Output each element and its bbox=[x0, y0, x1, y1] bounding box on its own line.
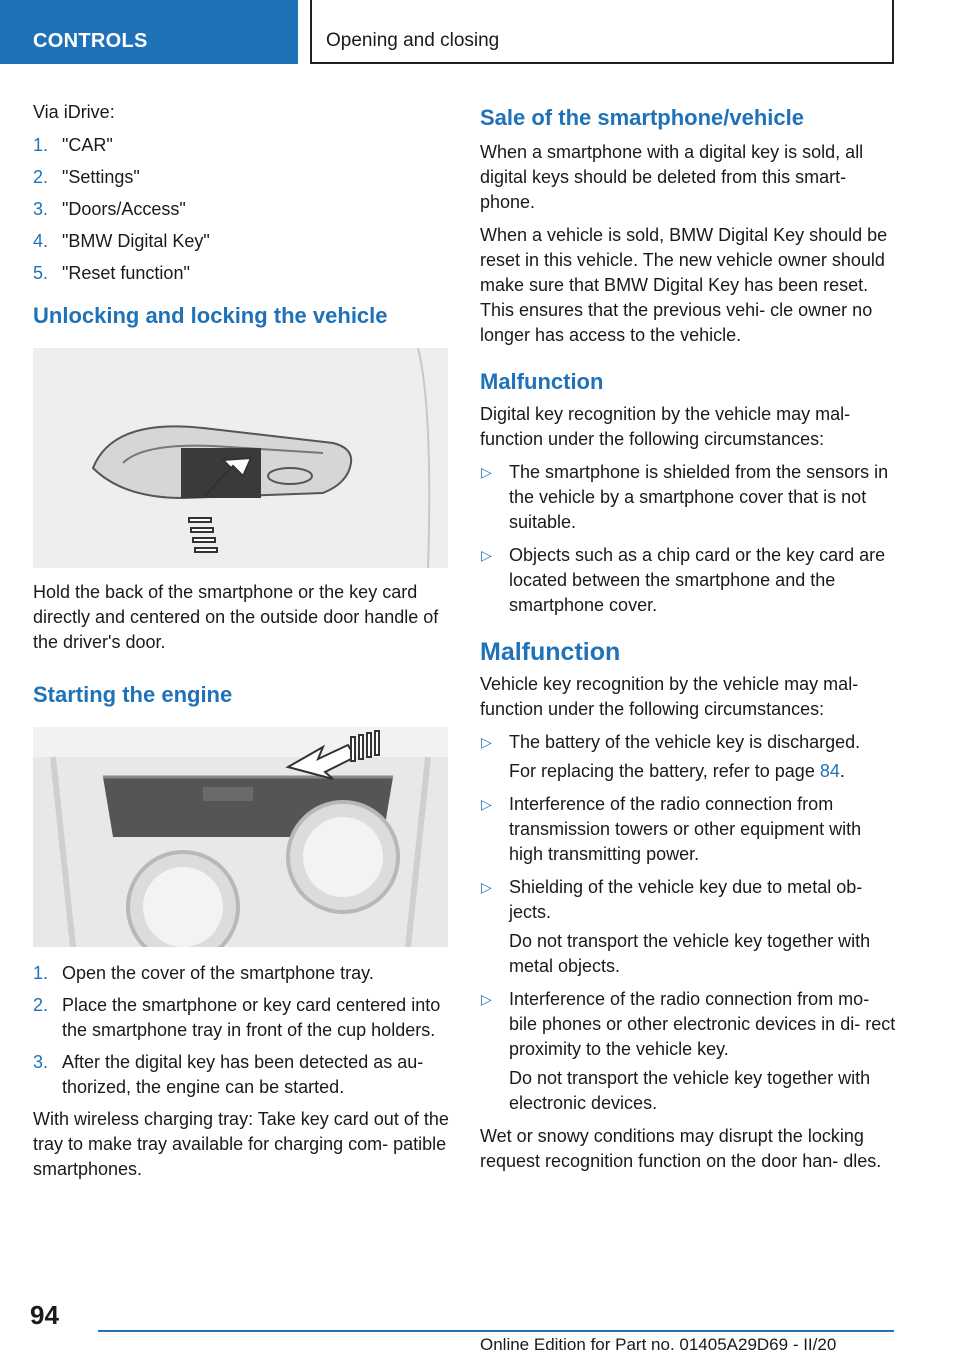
triangle-bullet-icon: ▷ bbox=[481, 879, 492, 895]
heading-sale: Sale of the smartphone/vehicle bbox=[480, 105, 804, 130]
triangle-bullet-icon: ▷ bbox=[481, 796, 492, 812]
triangle-bullet-icon: ▷ bbox=[481, 734, 492, 750]
list-item: 1. Open the cover of the smartphone tray. bbox=[33, 963, 374, 983]
page-number: 94 bbox=[30, 1300, 59, 1330]
list-item: 3. "Doors/Access" bbox=[33, 199, 186, 219]
sale-paragraph-2: When a vehicle is sold, BMW Digital Key should be reset in this vehicle. The new vehicle owner should make sure that BMW Digital Key has been reset. This ensures that the previous vehi- cle owner no longer has access to the vehicle. bbox=[480, 225, 888, 345]
heading-malfunction-vehicle: Malfunction bbox=[480, 638, 621, 666]
malfunction-digital-list bbox=[480, 460, 898, 618]
triangle-bullet-icon: ▷ bbox=[481, 464, 492, 480]
section-label: CONTROLS bbox=[33, 30, 148, 52]
list-item: ▷ Objects such as a chip card or the key card are located between the smartphone and the smartphone cover. bbox=[481, 545, 886, 615]
left-column bbox=[33, 100, 449, 1190]
sale-paragraph-1: When a smartphone with a digital key is sold, all digital keys should be deleted from this smart- phone. bbox=[480, 142, 864, 212]
unlock-instruction: Hold the back of the smartphone or the key card directly and centered on the outside door handle of the driver's door. bbox=[33, 582, 439, 652]
charging-note: With wireless charging tray: Take key card out of the tray to make tray available for charging com- patible smartphones. bbox=[33, 1109, 449, 1179]
malfunction-vehicle-outro: Wet or snowy conditions may disrupt the locking request recognition function on the door han- dles. bbox=[480, 1126, 882, 1171]
list-item: ▷ The smartphone is shielded from the sensors in the vehicle by a smartphone cover that is not suitable. bbox=[481, 462, 889, 532]
idrive-steps bbox=[33, 133, 449, 286]
list-item: 2. Place the smartphone or key card centered into the smartphone tray in front of the cup holders. bbox=[33, 995, 441, 1040]
malfunction-vehicle-intro: Vehicle key recognition by the vehicle may mal- function under the following circumstances: bbox=[480, 674, 859, 719]
chapter-title: Opening and closing bbox=[326, 30, 500, 51]
malfunction-vehicle-list bbox=[480, 730, 898, 1116]
smartphone-tray-illustration bbox=[33, 727, 448, 947]
triangle-bullet-icon: ▷ bbox=[481, 547, 492, 563]
triangle-bullet-icon: ▷ bbox=[481, 991, 492, 1007]
heading-malfunction-digital: Malfunction bbox=[480, 369, 604, 394]
page-link[interactable]: 84 bbox=[819, 761, 840, 781]
list-item: 4. "BMW Digital Key" bbox=[33, 231, 210, 251]
idrive-intro: Via iDrive: bbox=[33, 102, 115, 122]
list-item: 2. "Settings" bbox=[33, 167, 140, 187]
heading-starting: Starting the engine bbox=[33, 682, 233, 707]
list-item: ▷ The battery of the vehicle key is discharged. For replacing the battery, refer to page 84. bbox=[480, 730, 898, 784]
chapter-header bbox=[310, 0, 894, 64]
malfunction-digital-intro: Digital key recognition by the vehicle may mal- function under the following circumstances: bbox=[480, 404, 851, 449]
list-item: 3. After the digital key has been detected as au- thorized, the engine can be started. bbox=[33, 1052, 424, 1097]
right-column bbox=[480, 100, 898, 1182]
list-item: 5. "Reset function" bbox=[33, 263, 190, 283]
list-item: 1. "CAR" bbox=[33, 135, 113, 155]
page-reference: For replacing the battery, refer to page 84. bbox=[509, 761, 845, 781]
list-item: ▷ Shielding of the vehicle key due to metal ob- jects. Do not transport the vehicle key together with metal objects. bbox=[481, 877, 871, 976]
edition-note: Online Edition for Part no. 01405A29D69 - II/20 bbox=[480, 1335, 837, 1354]
heading-unlocking: Unlocking and locking the vehicle bbox=[33, 303, 388, 328]
section-tab bbox=[0, 0, 298, 64]
list-item: ▷ Interference of the radio connection from mo- bile phones or other electronic devices in di- rect proximity to the vehicle key. Do not transport the vehicle key together with electronic devices. bbox=[481, 989, 896, 1113]
door-handle-illustration bbox=[33, 348, 448, 568]
footer-divider bbox=[98, 1330, 894, 1332]
start-steps bbox=[33, 961, 449, 1100]
list-item: ▷ Interference of the radio connection from transmission towers or other equipment with high transmitting power. bbox=[481, 794, 862, 864]
